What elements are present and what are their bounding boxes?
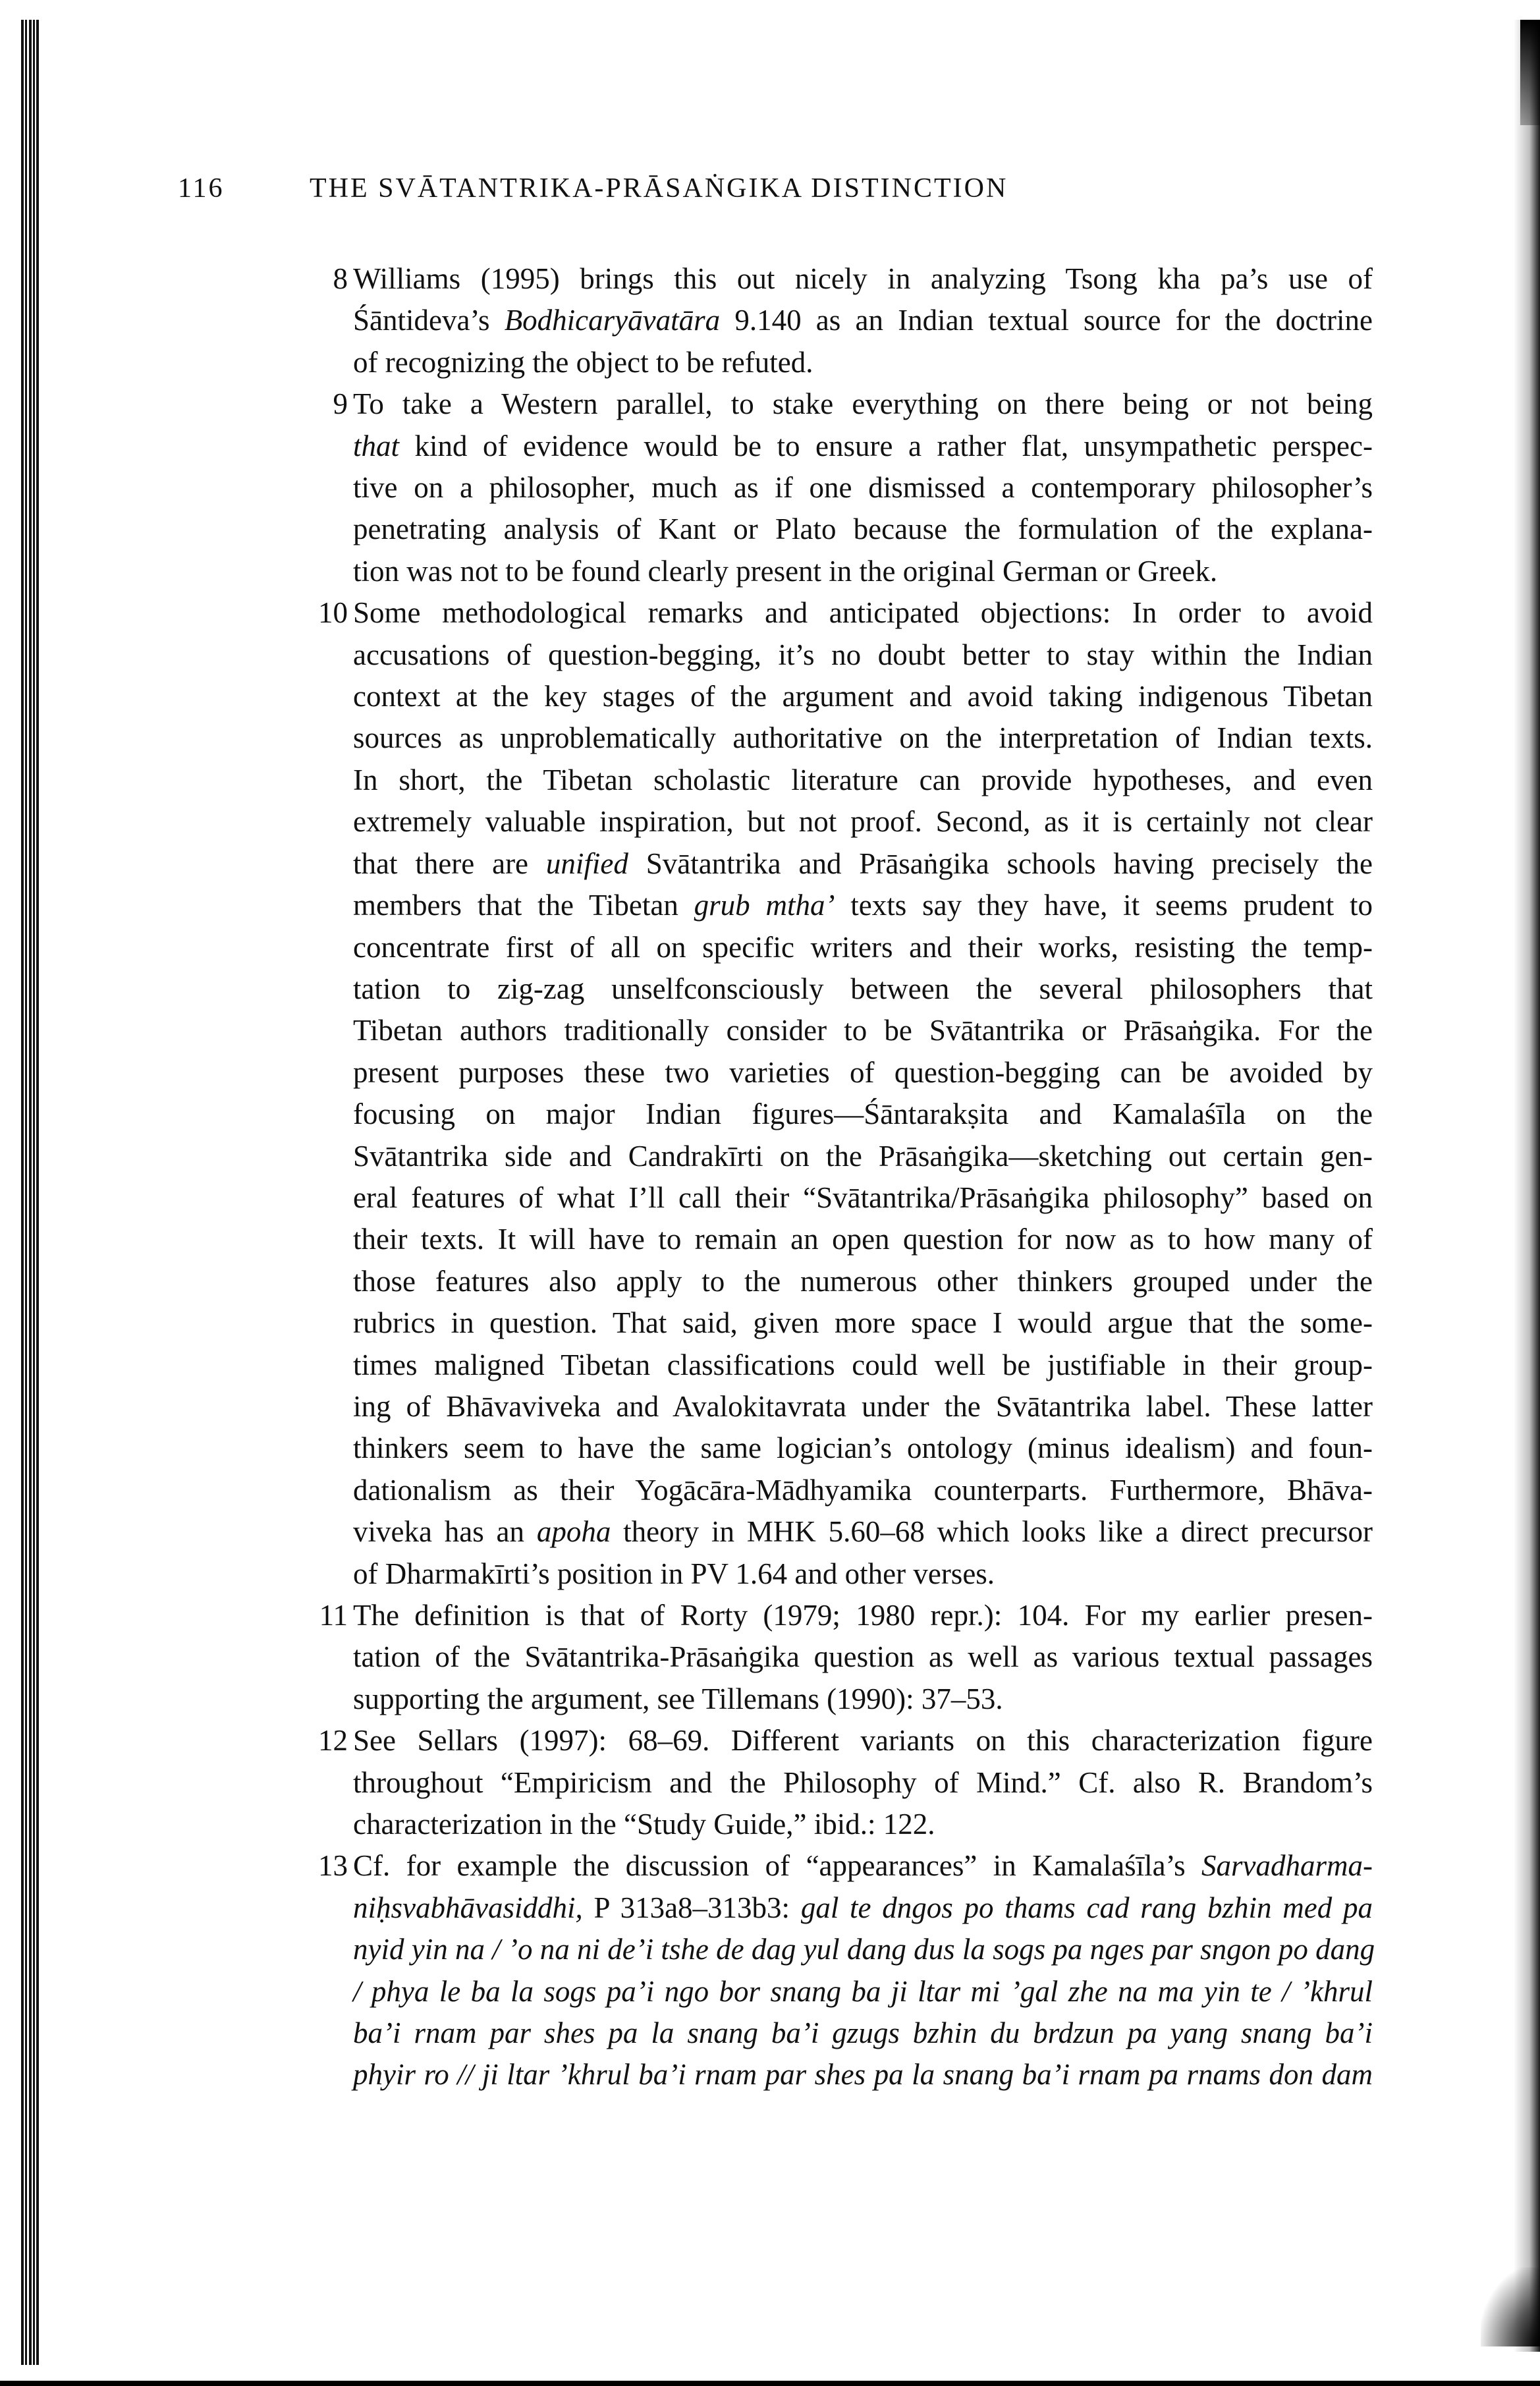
endnote-line	[353, 509, 1373, 550]
text-run: those features also apply to the numerous other thinkers grouped under the	[353, 1264, 1373, 1298]
text-run: supporting the argument, see Tillemans (1990): 37–53.	[353, 1682, 1003, 1715]
text-run: their texts. It will have to remain an open question for now as to how many of	[353, 1223, 1373, 1256]
page-number: 116	[178, 173, 225, 204]
endnote-line	[353, 634, 1373, 676]
endnote-line	[353, 342, 1373, 383]
endnote-line	[353, 1094, 1373, 1135]
text-run: of recognizing the object to be refuted.	[353, 345, 813, 379]
endnote-line	[353, 551, 1373, 592]
text-run: Śāntideva’s	[353, 304, 505, 337]
italic-term: / phya le ba la sogs pa’i ngo bor snang ba ji ltar mi ’gal zhe na ma yin te / ’khrul	[353, 1974, 1373, 2008]
endnote-line	[353, 426, 1373, 467]
page-edge-shadow	[1514, 20, 1540, 2352]
text-run: To take a Western parallel, to stake everything on there being or not being	[353, 387, 1373, 421]
text-run: 9.140 as an Indian textual source for the doctrine	[720, 304, 1373, 337]
italic-term: phyir ro // ji ltar ’khrul ba’i rnam par shes pa la snang ba’i rnam pa rnams don dam	[353, 2058, 1373, 2092]
endnote-line	[353, 300, 1373, 341]
italic-term: ba’i rnam par shes pa la snang ba’i gzugs bzhin du brdzun pa yang snang ba’i	[353, 2016, 1373, 2050]
endnote-line	[353, 1636, 1373, 1678]
running-title: THE SVĀTANTRIKA-PRĀSAṄGIKA DISTINCTION	[310, 173, 1008, 204]
endnote-line	[353, 1052, 1373, 1094]
italic-term: unified	[545, 846, 628, 880]
endnote-11	[319, 1595, 1373, 1720]
endnote-line	[353, 383, 1373, 425]
endnote-line	[353, 927, 1373, 968]
binding-edge-line	[21, 20, 24, 2365]
endnote-number: 12	[318, 1724, 348, 1758]
text-run: times maligned Tibetan classifications could well be justifiable in their group-	[353, 1348, 1373, 1381]
endnote-line	[353, 1136, 1373, 1177]
text-run: of Dharmakīrti’s position in PV 1.64 and other verses.	[353, 1557, 995, 1590]
endnote-line	[353, 1679, 1373, 1720]
text-run: throughout “Empiricism and the Philosophy of Mind.” Cf. also R. Brandom’s	[353, 1765, 1373, 1799]
endnote-line	[353, 1720, 1373, 1762]
endnote-line	[353, 1261, 1373, 1302]
endnote-line	[353, 1470, 1373, 1511]
text-run: theory in MHK 5.60–68 which looks like a direct precursor	[611, 1515, 1373, 1549]
endnote-13	[318, 1845, 1375, 2095]
endnote-line	[353, 2012, 1373, 2054]
text-run: In short, the Tibetan scholastic literature can provide hypotheses, and even	[353, 763, 1373, 796]
text-run: Svātantrika side and Candrakīrti on the Prāsaṅgika—sketching out certain gen-	[353, 1139, 1373, 1173]
text-run: dationalism as their Yogācāra-Mādhyamika counterparts. Furthermore, Bhāva-	[353, 1473, 1373, 1507]
endnote-line	[353, 1971, 1373, 2012]
endnote-line	[353, 1302, 1373, 1344]
text-run: thinkers seem to have the same logician’s ontology (minus idealism) and foun-	[353, 1431, 1373, 1465]
endnote-line	[353, 1511, 1373, 1553]
italic-term: Sarvadharma-	[1201, 1849, 1373, 1883]
scan-corner-shadow-top	[1520, 20, 1540, 125]
italic-term: Bodhicaryāvatāra	[504, 304, 721, 337]
endnote-line	[353, 885, 1373, 926]
italic-term: gal te dngos po thams cad rang bzhin med pa	[800, 1891, 1373, 1924]
text-run: See Sellars (1997): 68–69. Different variants on this characterization figure	[353, 1724, 1373, 1758]
endnote-number: 13	[318, 1849, 348, 1883]
text-run: context at the key stages of the argument and avoid taking indigenous Tibetan	[353, 680, 1373, 713]
endnote-12	[318, 1720, 1373, 1845]
endnote-line	[353, 1929, 1373, 1970]
endnote-8	[333, 258, 1373, 383]
text-run: characterization in the “Study Guide,” ibid.: 122.	[353, 1808, 935, 1841]
text-run: that there are	[353, 846, 546, 880]
endnote-line	[353, 676, 1373, 717]
endnote-line	[353, 467, 1373, 509]
endnote-line	[353, 1386, 1373, 1428]
scan-bottom-border	[0, 2381, 1540, 2386]
text-run: Tibetan authors traditionally consider to be Svātantrika or Prāsaṅgika. For the	[353, 1014, 1373, 1047]
italic-term: that	[353, 429, 400, 462]
endnote-line	[353, 1219, 1373, 1260]
text-run: tation to zig-zag unselfconsciously between the several philosophers that	[353, 972, 1373, 1005]
text-run: ing of Bhāvaviveka and Avalokitavrata under the Svātantrika label. These latter	[353, 1389, 1373, 1423]
endnotes-list	[318, 258, 1375, 2096]
endnote-line	[353, 1553, 1373, 1595]
text-run: viveka has an	[353, 1515, 537, 1549]
endnote-line	[353, 801, 1373, 843]
endnote-10	[318, 592, 1373, 1595]
text-run: tation of the Svātantrika-Prāsaṅgika question as well as various textual passages	[353, 1640, 1373, 1674]
text-run: Svātantrika and Prāsaṅgika schools having precisely the	[628, 846, 1373, 880]
italic-term: grub mtha’	[694, 889, 835, 922]
text-run: present purposes these two varieties of question-begging can be avoided by	[353, 1055, 1373, 1089]
endnote-line	[353, 592, 1373, 634]
text-run: extremely valuable inspiration, but not proof. Second, as it is certainly not clear	[353, 805, 1373, 839]
text-run: Williams (1995) brings this out nicely in analyzing Tsong kha pa’s use of	[353, 262, 1373, 295]
text-run: Cf. for example the discussion of “appearances” in Kamalaśīla’s	[353, 1849, 1202, 1883]
binding-edge-line	[33, 20, 35, 2365]
endnote-line	[353, 1010, 1373, 1051]
text-run: tion was not to be found clearly present in the original German or Greek.	[353, 554, 1218, 588]
endnote-line	[353, 1428, 1373, 1469]
binding-edge-line	[25, 20, 27, 2365]
binding-edge-line	[36, 20, 39, 2365]
italic-term: nyid yin na / ’o na ni de’i tshe de dag yul dang dus la sogs pa nges par sngon po dang	[353, 1933, 1375, 1966]
endnote-line	[353, 1887, 1373, 1929]
italic-term: niḥsvabhāvasiddhi,	[353, 1891, 583, 1924]
endnote-line	[353, 1804, 1373, 1845]
text-run: accusations of question-begging, it’s no doubt better to stay within the Indian	[353, 638, 1373, 671]
endnote-line	[353, 2054, 1373, 2095]
endnote-number: 9	[333, 387, 348, 421]
endnote-number: 8	[333, 262, 348, 295]
endnote-number: 11	[319, 1599, 348, 1632]
endnote-line	[353, 258, 1373, 300]
endnote-line	[353, 717, 1373, 759]
scan-corner-shadow-bottom	[1481, 2267, 1540, 2346]
text-run: P 313a8–313b3:	[582, 1891, 801, 1924]
text-run: kind of evidence would be to ensure a rather flat, unsympathetic perspec-	[399, 429, 1373, 462]
endnote-line	[353, 843, 1373, 885]
running-head	[178, 173, 1363, 212]
text-run: members that the Tibetan	[353, 889, 694, 922]
text-run: concentrate first of all on specific writers and their works, resisting the temp-	[353, 930, 1373, 964]
text-run: sources as unproblematically authoritative on the interpretation of Indian texts.	[353, 721, 1373, 755]
text-run: tive on a philosopher, much as if one dismissed a contemporary philosopher’s	[353, 471, 1373, 505]
italic-term: apoha	[536, 1515, 611, 1549]
endnote-line	[353, 1845, 1373, 1887]
endnote-line	[353, 1762, 1373, 1804]
text-run: eral features of what I’ll call their “Svātantrika/Prāsaṅgika philosophy” based on	[353, 1180, 1373, 1214]
endnote-line	[353, 1595, 1373, 1636]
endnote-line	[353, 1177, 1373, 1219]
text-run: focusing on major Indian figures—Śāntarakṣita and Kamalaśīla on the	[353, 1097, 1373, 1131]
endnote-line	[353, 968, 1373, 1010]
text-run: texts say they have, it seems prudent to	[835, 889, 1373, 922]
endnote-line	[353, 1345, 1373, 1386]
text-run: The definition is that of Rorty (1979; 1980 repr.): 104. For my earlier presen-	[353, 1599, 1373, 1632]
text-run: Some methodological remarks and anticipated objections: In order to avoid	[353, 596, 1373, 630]
endnote-9	[333, 383, 1373, 592]
text-run: penetrating analysis of Kant or Plato because the formulation of the explana-	[353, 513, 1373, 546]
endnote-number: 10	[318, 596, 348, 630]
text-run: rubrics in question. That said, given more space I would argue that the some-	[353, 1306, 1373, 1340]
endnote-line	[353, 760, 1373, 801]
binding-edge-line	[29, 20, 32, 2365]
